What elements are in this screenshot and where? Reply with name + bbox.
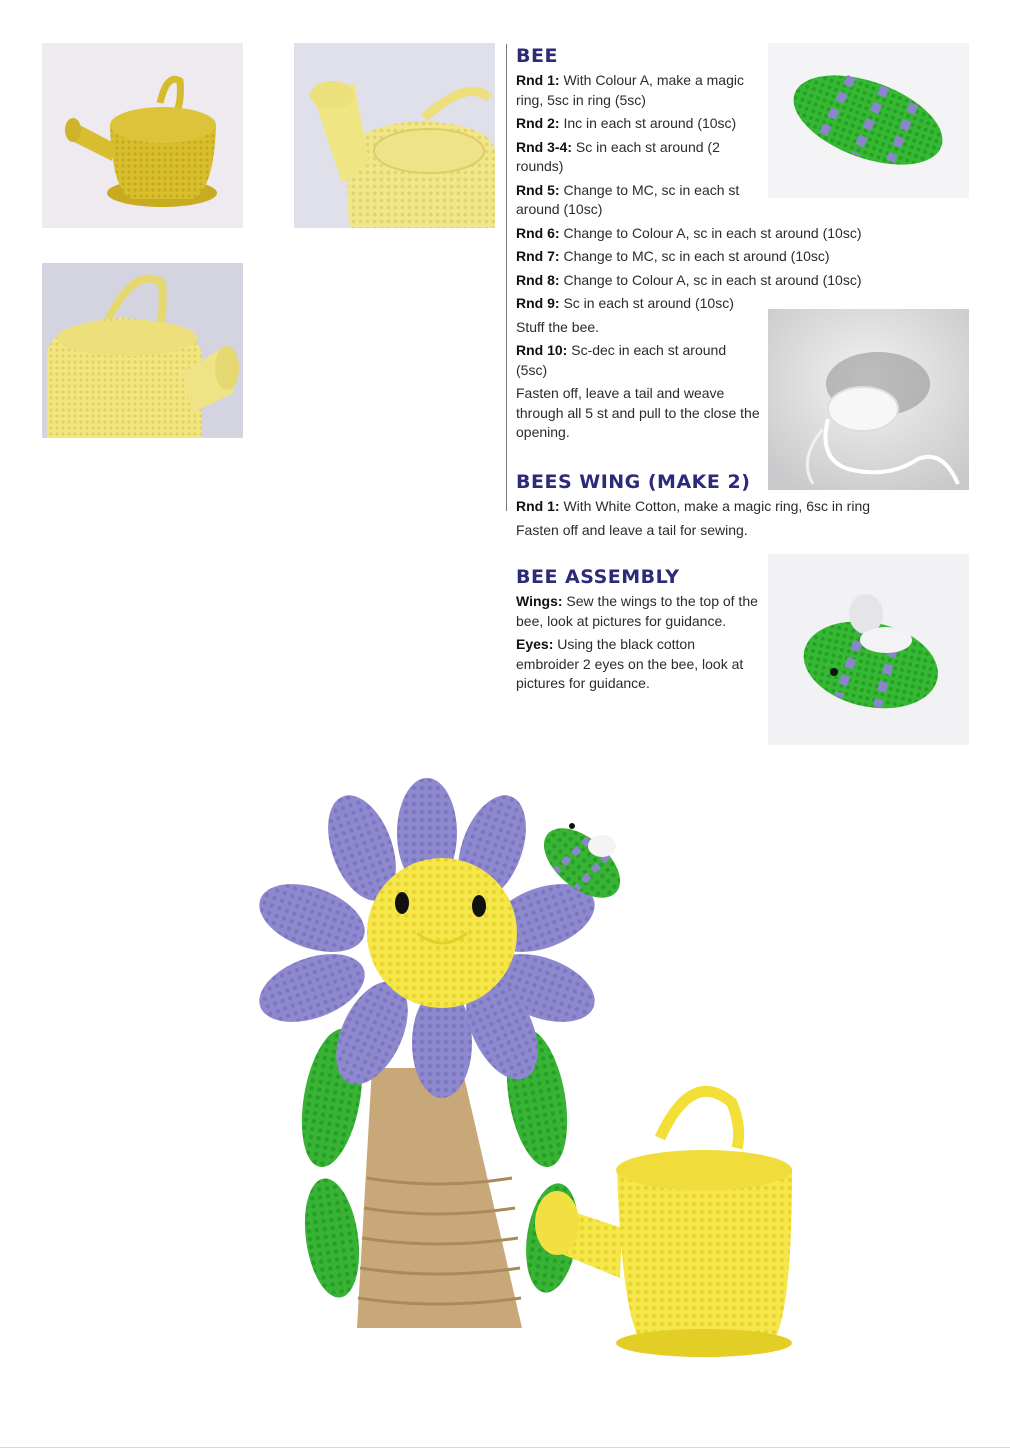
flower-and-watering-can-photo	[42, 768, 969, 1416]
bee-round-10: Rnd 10: Sc-dec in each st around (5sc)	[516, 342, 727, 378]
bee-round-3-4: Rnd 3-4: Sc in each st around (2 rounds)	[516, 138, 720, 174]
bee-round-1: Rnd 1: With Colour A, make a magic ring, 5sc in ring (5sc)	[516, 72, 744, 108]
assembly-eyes: Eyes: Using the black cotton embroider 2 eyes on the bee, look at pictures for guidance.	[516, 636, 744, 691]
watering-can-photo-1	[42, 43, 243, 228]
bee-round-8: Rnd 8: Change to Colour A, sc in each st around (10sc)	[516, 271, 862, 288]
column-divider	[506, 44, 507, 511]
bee-round-7: Rnd 7: Change to MC, sc in each st around (10sc)	[516, 248, 830, 264]
wing-heading: BEES WING (MAKE 2)	[516, 471, 751, 493]
bee-section	[516, 44, 926, 447]
bee-fasten-note: Fasten off, leave a tail and weave through all 5 st and pull to the close the opening.	[516, 385, 760, 440]
watering-can-photo-3	[42, 263, 243, 438]
bee-round-2: Rnd 2: Inc in each st around (10sc)	[516, 115, 737, 131]
bee-round-5: Rnd 5: Change to MC, sc in each st around (10sc)	[516, 181, 740, 217]
assembly-heading: BEE ASSEMBLY	[516, 566, 680, 588]
bee-round-9: Rnd 9: Sc in each st around (10sc)	[516, 295, 734, 311]
bee-assembled-photo	[768, 554, 969, 745]
assembly-wings: Wings: Sew the wings to the top of the bee, look at pictures for guidance.	[516, 593, 758, 629]
bee-stuff-note: Stuff the bee.	[516, 318, 600, 335]
page-bottom-rule	[0, 1447, 1010, 1448]
bee-round-6: Rnd 6: Change to Colour A, sc in each st around (10sc)	[516, 224, 862, 241]
bee-heading: BEE	[516, 45, 558, 67]
wing-section	[516, 470, 926, 544]
assembly-section	[516, 565, 761, 698]
wing-fasten-note: Fasten off and leave a tail for sewing.	[516, 521, 748, 538]
watering-can-photo-2	[294, 43, 495, 228]
wing-round-1: Rnd 1: With White Cotton, make a magic ring, 6sc in ring	[516, 498, 871, 514]
